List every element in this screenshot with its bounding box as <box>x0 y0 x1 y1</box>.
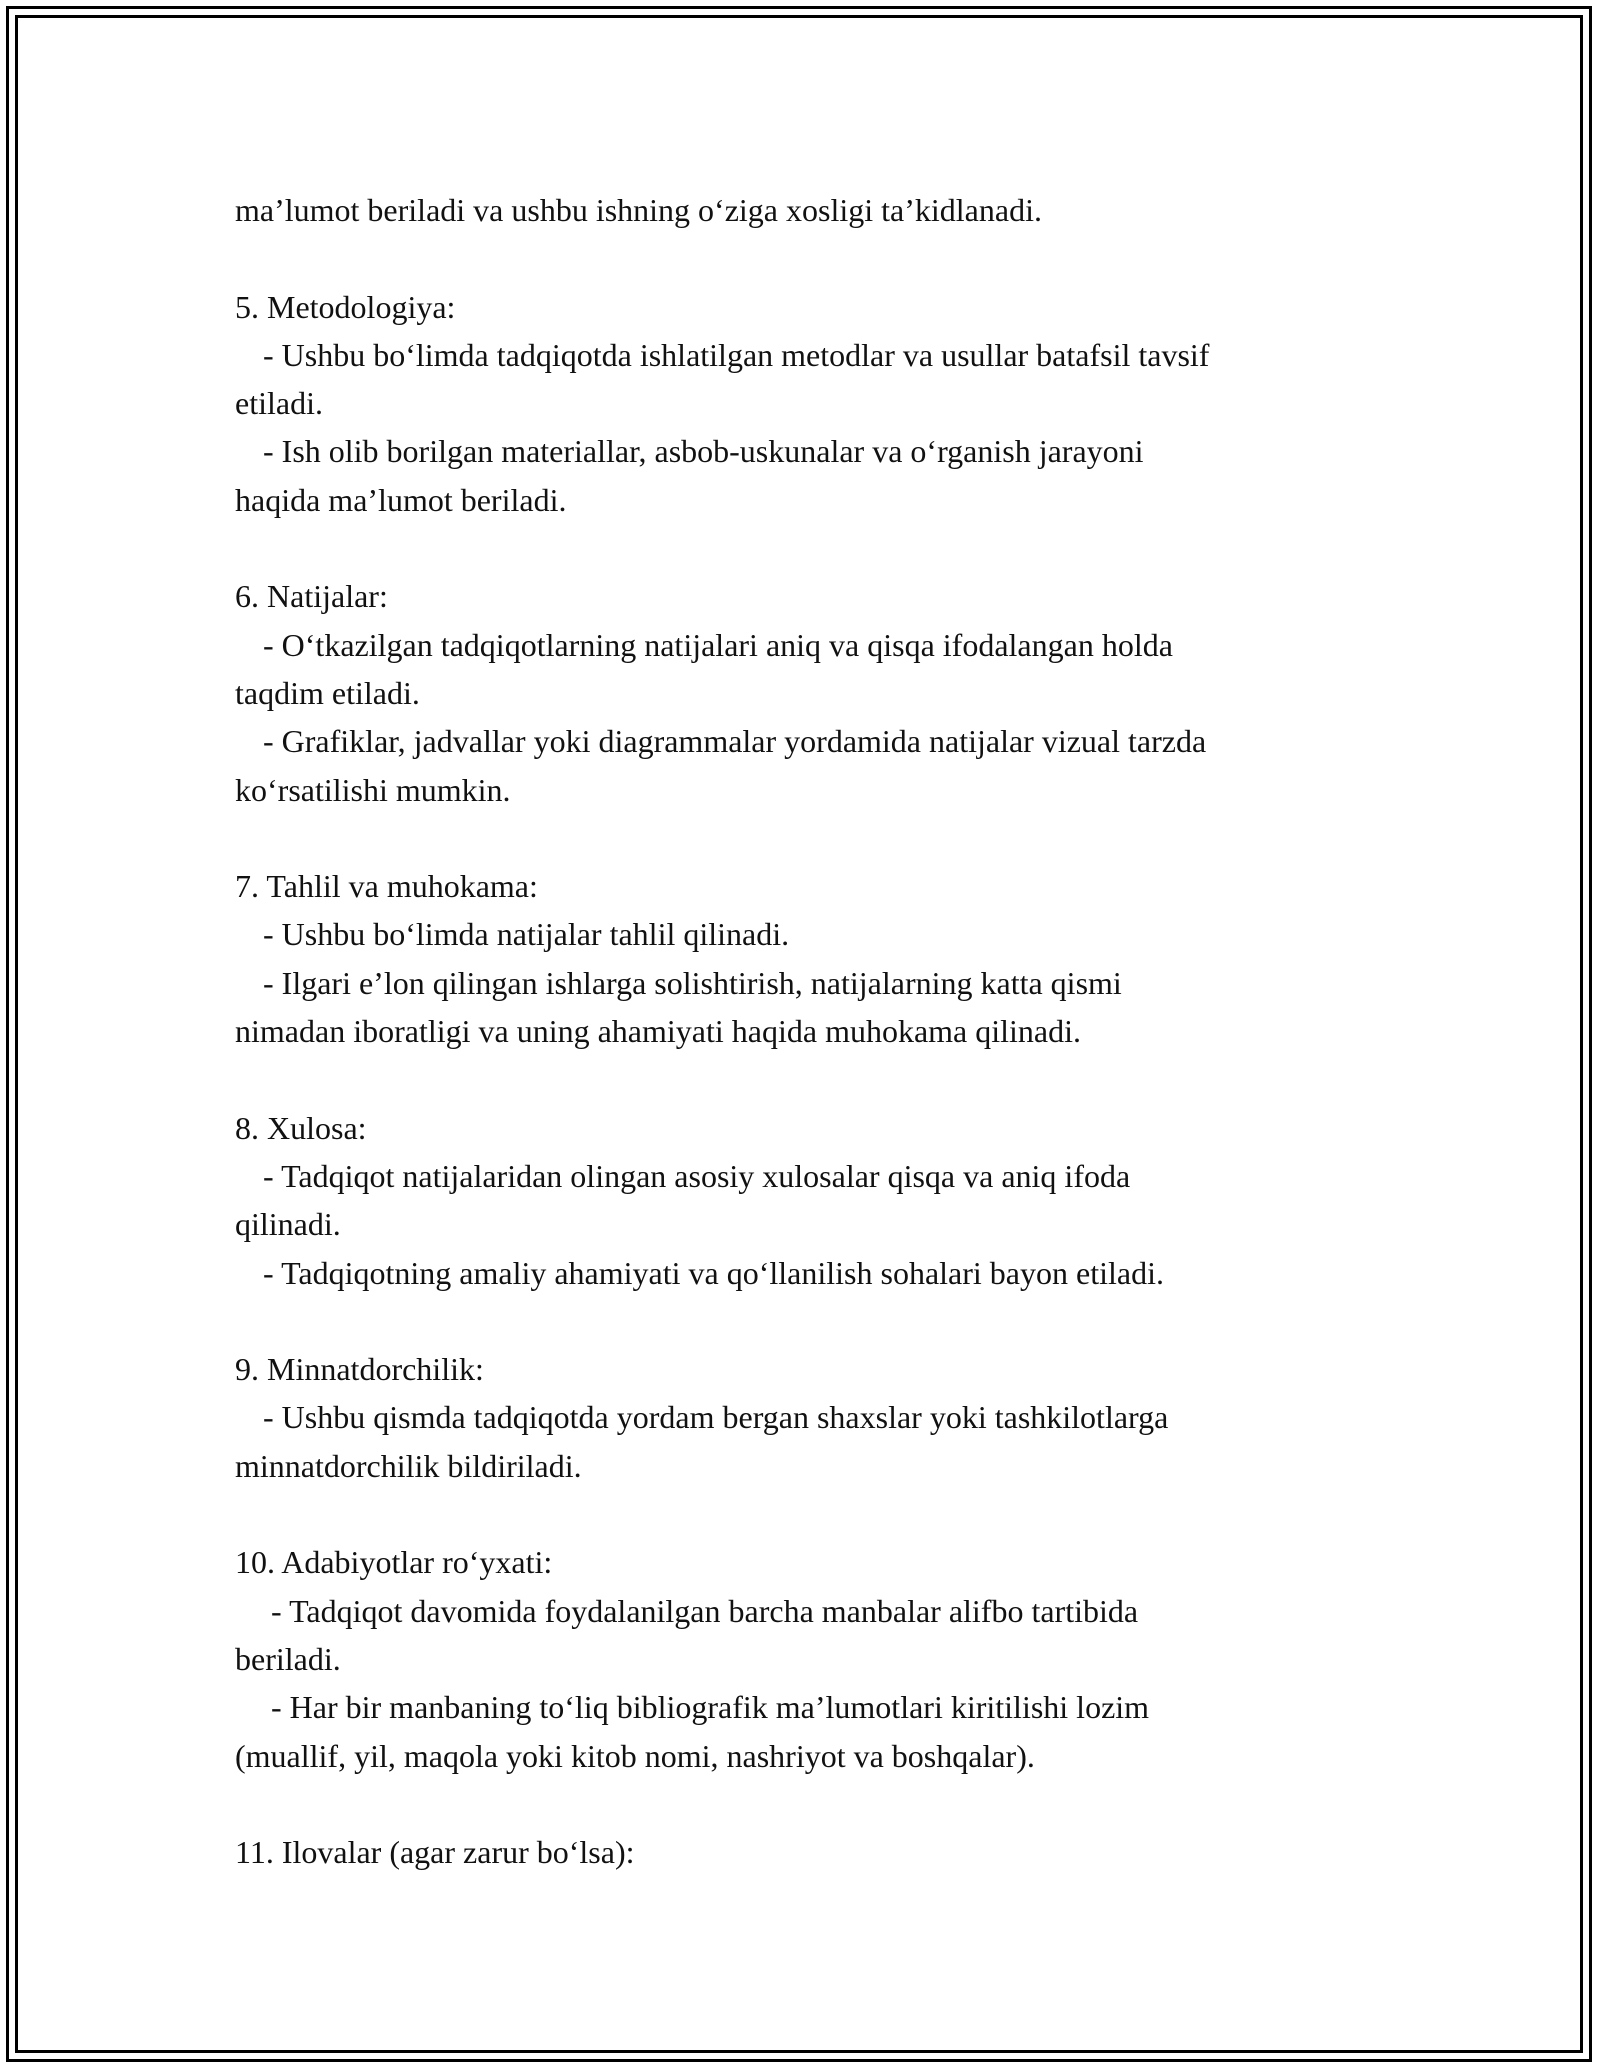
intro-line: ma’lumot beriladi va ushbu ishning o‘ziga xosligi ta’kidlanadi. <box>235 192 1042 228</box>
spacer <box>235 1055 1365 1103</box>
continuation-line: haqida ma’lumot beriladi. <box>235 481 567 518</box>
bullet-line: - Ushbu qismda tadqiqotda yordam bergan shaxslar yoki tashkilotlarga <box>263 1399 1169 1436</box>
bullet-line: - Ish olib borilgan materiallar, asbob-uskunalar va o‘rganish jarayoni <box>263 433 1144 470</box>
bullet-line: - Har bir manbaning to‘liq bibliografik ma’lumotlari kiritilishi lozim <box>271 1689 1150 1726</box>
continuation-line: (muallif, yil, maqola yoki kitob nomi, nashriyot va boshqalar). <box>235 1737 1035 1774</box>
continuation-line: taqdim etiladi. <box>235 674 420 711</box>
section-heading-minnatdorchilik: 9. Minnatdorchilik: <box>235 1351 484 1388</box>
continuation-line: qilinadi. <box>235 1206 341 1243</box>
section-heading-tahlil: 7. Tahlil va muhokama: <box>235 868 538 905</box>
spacer <box>235 1780 1365 1828</box>
bullet-line: - Ilgari e’lon qilingan ishlarga solishtirish, natijalarning katta qismi <box>263 964 1122 1001</box>
section-heading-ilovalar: 11. Ilovalar (agar zarur bo‘lsa): <box>235 1834 635 1871</box>
bullet-line: - Tadqiqot davomida foydalanilgan barcha manbalar alifbo tartibida <box>271 1592 1139 1629</box>
spacer <box>235 1490 1365 1538</box>
bullet-line: - Tadqiqot natijalaridan olingan asosiy xulosalar qisqa va aniq ifoda <box>263 1157 1131 1194</box>
document-body <box>235 186 1365 1876</box>
continuation-line: ko‘rsatilishi mumkin. <box>235 771 511 808</box>
spacer <box>235 814 1365 862</box>
bullet-line: - Grafiklar, jadvallar yoki diagrammalar yordamida natijalar vizual tarzda <box>263 723 1207 760</box>
section-heading-natijalar: 6. Natijalar: <box>235 578 388 615</box>
bullet-line: - Ushbu bo‘limda tadqiqotda ishlatilgan metodlar va usullar batafsil tavsif <box>263 336 1210 373</box>
section-heading-adabiyotlar: 10. Adabiyotlar ro‘yxati: <box>235 1544 553 1581</box>
continuation-line: minnatdorchilik bildiriladi. <box>235 1447 582 1484</box>
section-heading-metodologiya: 5. Metodologiya: <box>235 288 456 325</box>
continuation-line: nimadan iboratligi va uning ahamiyati haqida muhokama qilinadi. <box>235 1013 1082 1050</box>
bullet-line: - O‘tkazilgan tadqiqotlarning natijalari aniq va qisqa ifodalangan holda <box>263 626 1173 663</box>
spacer <box>235 1297 1365 1345</box>
spacer <box>235 234 1365 282</box>
section-heading-xulosa: 8. Xulosa: <box>235 1109 367 1146</box>
continuation-line: etiladi. <box>235 385 323 422</box>
bullet-line: - Tadqiqotning amaliy ahamiyati va qo‘llanilish sohalari bayon etiladi. <box>263 1254 1164 1291</box>
continuation-line: beriladi. <box>235 1640 341 1677</box>
bullet-line: - Ushbu bo‘limda natijalar tahlil qilinadi. <box>263 916 790 953</box>
spacer <box>235 524 1365 572</box>
